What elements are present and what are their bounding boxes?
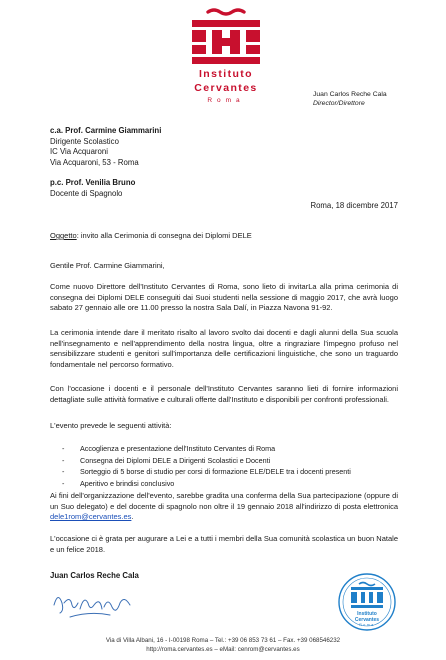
paragraph-3: Con l'occasione i docenti e il personale dell'Instituto Cervantes saranno lieti di fornire informazioni dettagliate sulle attività formative e culturali offerte dall'Instituto e disponibili per confronti professionali. (50, 384, 398, 404)
paragraph-5 (50, 491, 398, 523)
stamp-text-roma: Roma (359, 623, 375, 627)
logo-text-instituto: Instituto (198, 68, 253, 80)
instituto-cervantes-logo (186, 8, 266, 104)
instituto-stamp (337, 572, 397, 632)
list-item: - Consegna dei Diplomi DELE a Dirigenti Scolastici e Docenti (62, 455, 398, 467)
cc-address (50, 178, 135, 199)
cc-line: Docente di Spagnolo (50, 188, 123, 198)
footer-contacts: http://roma.cervantes.es – eMail: cenrom@cervantes.es (146, 646, 300, 653)
email-link[interactable]: dele1rom@cervantes.es (50, 512, 132, 522)
paragraph-1: Come nuovo Direttore dell'Instituto Cervantes di Roma, sono lieto di invitarLa alla prima cerimonia di consegna dei Diplomi DELE conseguiti dai Suoi studenti nella sessione di maggio 2017, che avrà luogo sabato 27 gennaio alle ore 11.00 presso la nostra Sala Dalí, in Piazza Navona 91-92. (50, 282, 398, 313)
signer-name: Juan Carlos Reche Cala (50, 571, 139, 580)
list-item: - Accoglienza e presentazione dell'Instituto Cervantes di Roma (62, 443, 398, 455)
recipient-line: IC Via Acquaroni (50, 147, 108, 157)
activities-list (62, 443, 398, 489)
handwritten-signature (50, 585, 140, 621)
director-block (313, 90, 387, 108)
director-role: Director/Direttore (313, 100, 365, 107)
logo-text-cervantes: Cervantes (194, 82, 258, 94)
recipient-name: c.a. Prof. Carmine Giammarini (50, 126, 162, 135)
recipient-line: Dirigente Scolastico (50, 136, 119, 146)
paragraph-5-end: . (131, 512, 134, 522)
subject-key: Oggetto (50, 231, 77, 240)
logo-text-roma: Roma (207, 97, 245, 104)
paragraph-2: La cerimonia intende dare il meritato risalto al lavoro svolto dai docenti e dagli alunni della Sua scuola nell'insegnamento e nell'apprendimento della nostra lingua, oltre a ringraziare l'impegno profuso nel sensibilizzare studenti e genitori sull'importanza delle certificazioni linguistiche, che sono un traguardo fondamentale nel percorso formativo. (50, 328, 398, 369)
director-name: Juan Carlos Reche Cala (313, 91, 387, 98)
stamp-text-cervantes: Cervantes (354, 617, 380, 623)
cervantes-logo-icon (186, 8, 266, 66)
greeting: Gentile Prof. Carmine Giammarini, (50, 261, 165, 270)
footer-address: Via di Villa Albani, 16 - I-00198 Roma – Tel.: +39 06 853 73 61 – Fax. +39 068546232 (105, 637, 341, 644)
letter-subject (50, 231, 398, 242)
list-item: - Aperitivo e brindisi conclusivo (62, 478, 398, 490)
paragraph-5-text: Ai fini dell'organizzazione dell'evento, sarebbe gradita una conferma della Sua partecipazione (oppure di un Suo delegato) e del docente di spagnolo non oltre il 19 gennaio 2018 all'indirizzo di posta elettronica (50, 491, 398, 511)
paragraph-4: L'evento prevede le seguenti attività: (50, 421, 172, 430)
stamp-icon (337, 572, 397, 632)
recipient-line: Via Acquaroni, 53 - Roma (50, 157, 139, 167)
stamp-text-instituto: Instituto (357, 611, 377, 617)
subject-text: : invito alla Cerimonia di consegna dei Diplomi DELE (76, 231, 252, 240)
cc-name: p.c. Prof. Venilia Bruno (50, 178, 136, 187)
letter-date: Roma, 18 dicembre 2017 (310, 201, 398, 210)
paragraph-6: L'occasione ci è grata per augurare a Lei e a tutti i membri della Sua comunità scolastica un buon Natale e un felice 2018. (50, 534, 398, 554)
recipient-address (50, 126, 161, 168)
list-item: - Sorteggio di 5 borse di studio per corsi di formazione ELE/DELE tra i docenti presenti (62, 466, 398, 478)
